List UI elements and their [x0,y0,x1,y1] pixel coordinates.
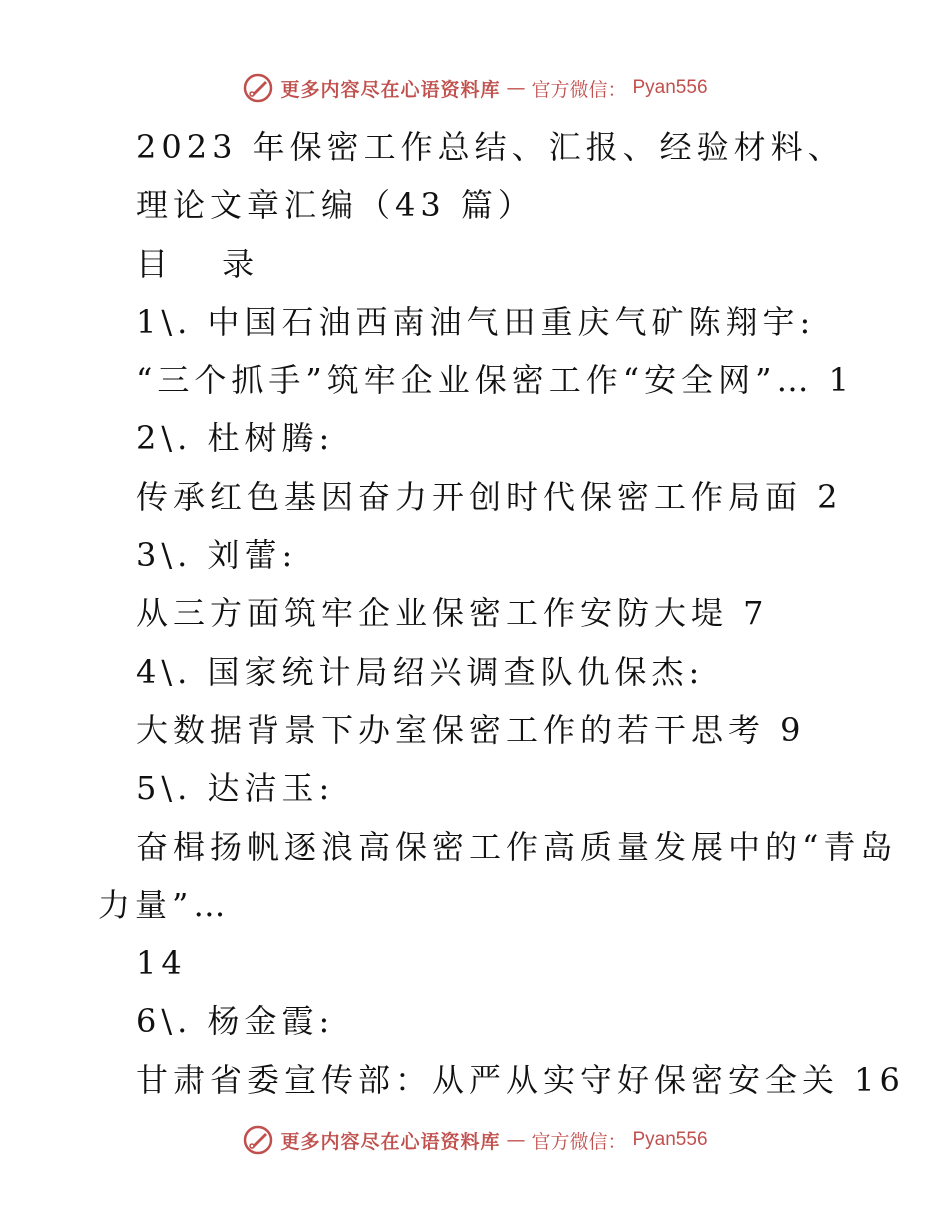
toc-list [0,293,950,1109]
toc-line: 2\. 杜树腾: [136,419,335,458]
quill-logo-icon [242,72,274,104]
toc-line: 传承红色基因奋力开创时代保密工作局面 2 [136,477,843,516]
toc-line: 力量”… [98,885,231,924]
document-body [0,118,950,1109]
toc-line: 5\. 达洁玉: [136,769,335,808]
toc-line: 3\. 刘蕾: [136,536,298,575]
toc-line: 大数据背景下办室保密工作的若干思考 9 [136,710,806,749]
watermark-dash: — [506,1129,526,1151]
watermark-dash: — [506,77,526,99]
toc-heading: 目 录 [136,244,277,283]
watermark-wechat-id: Pyan556 [632,1129,708,1150]
watermark-sub-text: 官方微信： [531,1130,627,1153]
toc-line: 6\. 杨金霞: [136,1002,335,1041]
footer-watermark [0,1124,950,1156]
header-watermark [0,72,950,104]
toc-line: 奋楫扬帆逐浪高保密工作高质量发展中的“青岛 [136,827,898,866]
toc-line: “三个抓手”筑牢企业保密工作“安全网”… 1 [136,361,854,400]
doc-title-line-2: 理论文章汇编（43 篇） [136,186,535,225]
toc-line: 1\. 中国石油西南油气田重庆气矿陈翔宇: [136,302,816,341]
toc-line: 甘肃省委宣传部：从严从实守好保密安全关 16 [136,1060,905,1099]
toc-line: 14 [136,944,187,983]
watermark-wechat-id: Pyan556 [632,77,708,98]
doc-title-line-1: 2023 年保密工作总结、汇报、经验材料、 [136,128,845,166]
quill-logo-icon [242,1124,274,1156]
watermark-sub-text: 官方微信： [531,78,627,101]
watermark-main-text: 更多内容尽在心语资料库 [280,78,501,101]
toc-line: 4\. 国家统计局绍兴调查队仇保杰: [136,652,705,691]
toc-line: 从三方面筑牢企业保密工作安防大堤 7 [136,594,769,633]
watermark-main-text: 更多内容尽在心语资料库 [280,1130,501,1153]
